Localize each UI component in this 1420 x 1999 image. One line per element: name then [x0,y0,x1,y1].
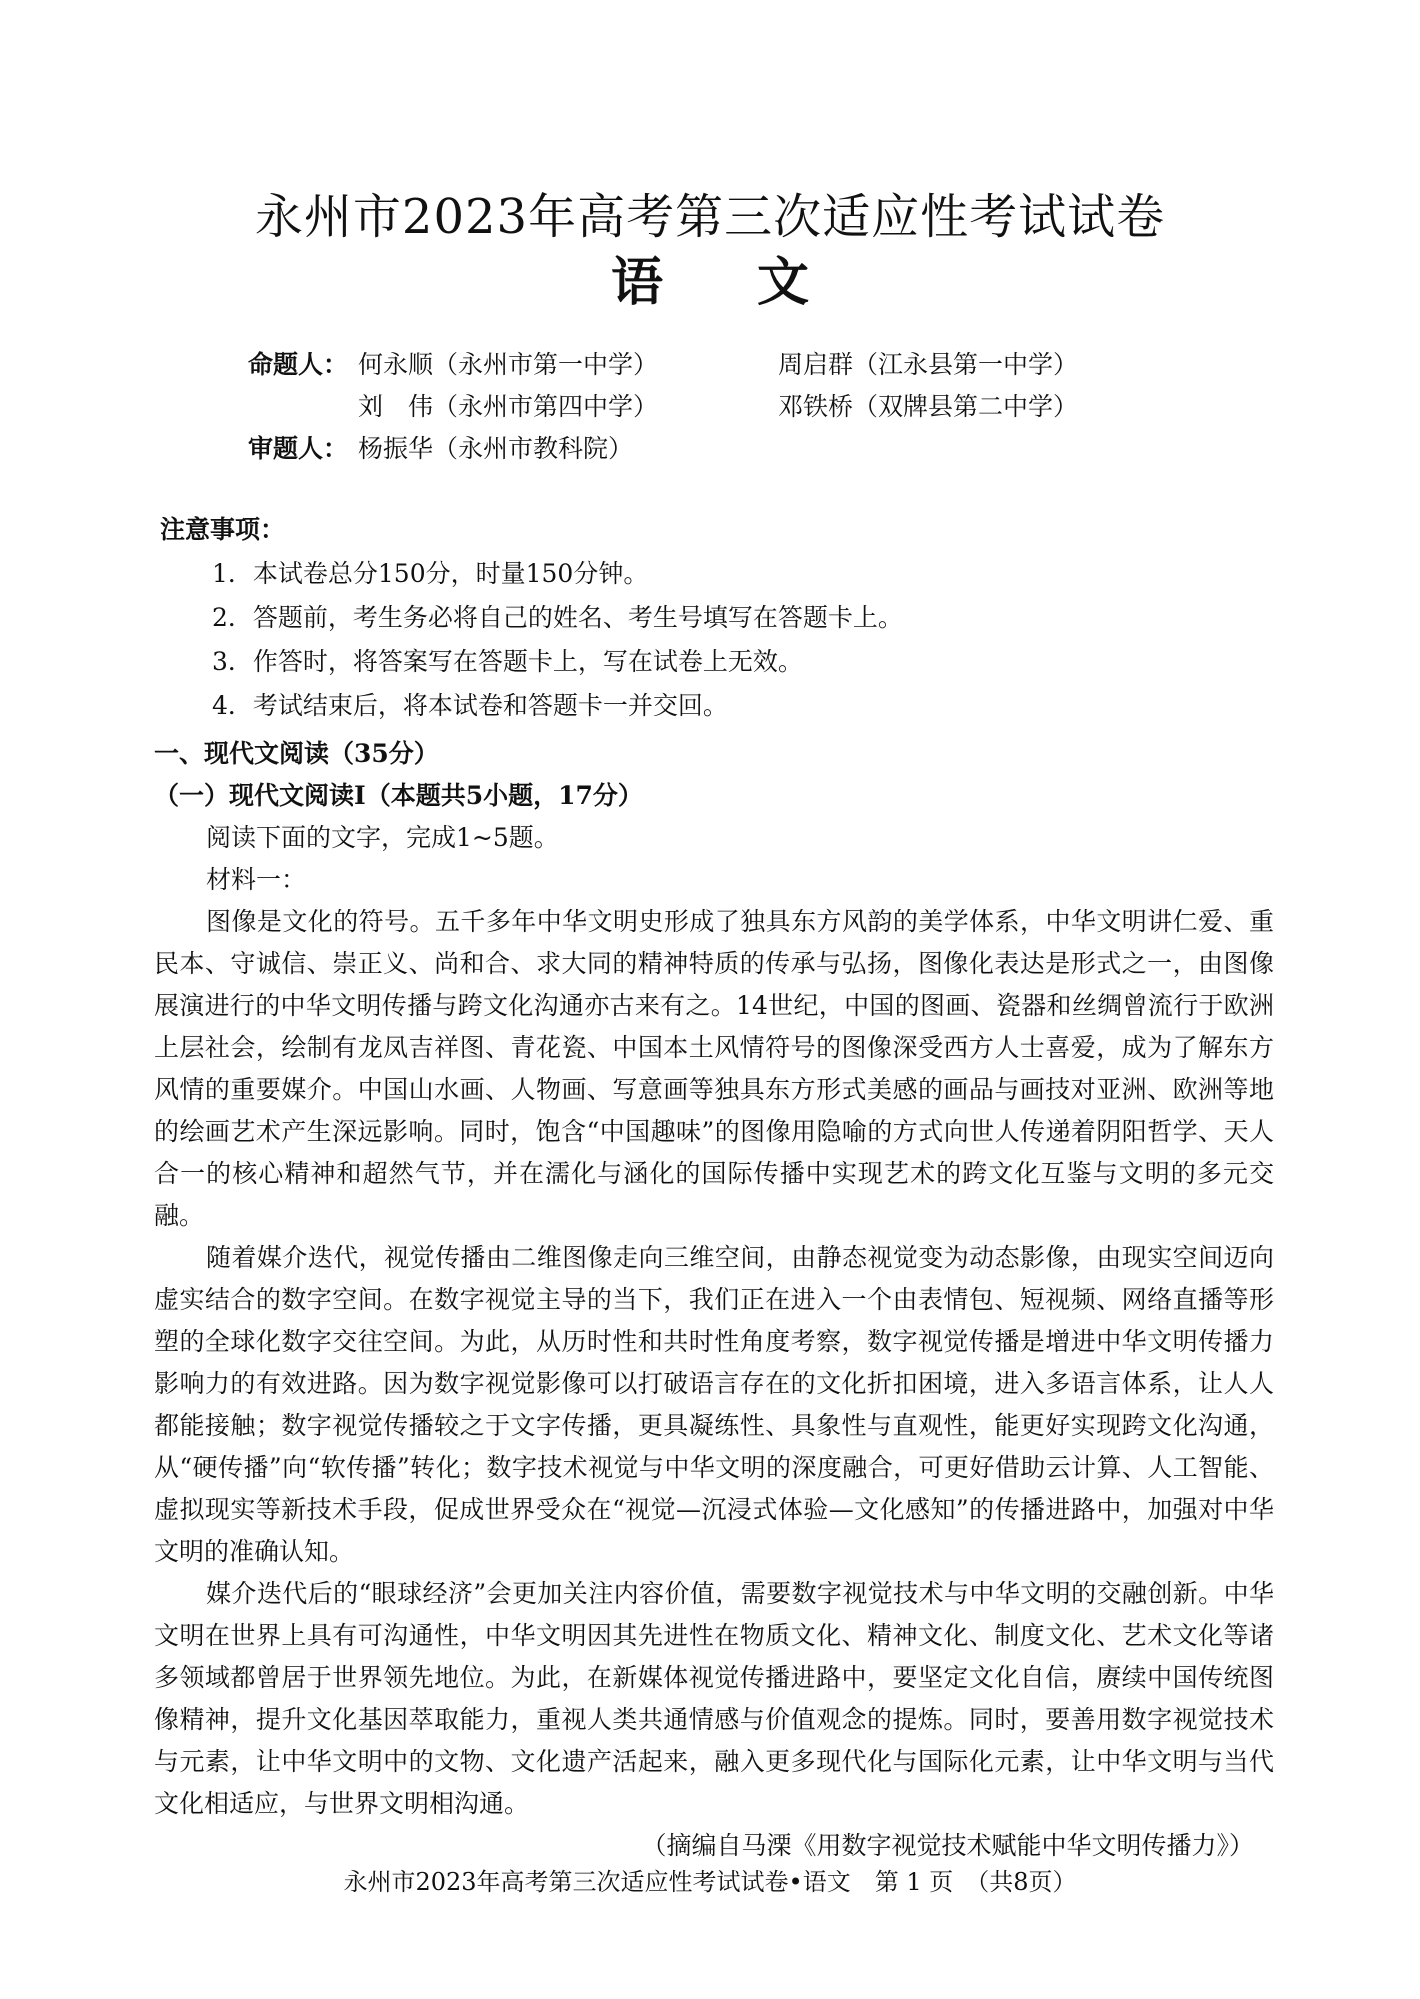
reviewer-label: 审题人： [248,434,349,463]
material-label: 材料一： [206,865,307,894]
setters-row-1 [248,344,1178,386]
section-subheading: （一）现代文阅读Ⅰ（本题共5小题，17分） [154,781,643,810]
notice-item: 1．本试卷总分150分，时量150分钟。 [212,559,649,588]
paragraph: 图像是文化的符号。五千多年中华文明史形成了独具东方风韵的美学体系，中华文明讲仁爱、重民本、守诚信、崇正义、尚和合、求大同的精神特质的传承与弘扬，图像化表达是形式之一，由图像展演进行的中华文明传播与跨文化沟通亦古来有之。14世纪，中国的图画、瓷器和丝绸曾流行于欧洲上层社会，绘制有龙凤吉祥图、青花瓷、中国本土风情符号的图像深受西方人士喜爱，成为了解东方风情的重要媒介。中国山水画、人物画、写意画等独具东方形式美感的画品与画技对亚洲、欧洲等地的绘画艺术产生深远影响。同时，饱含“中国趣味”的图像用隐喻的方式向世人传递着阴阳哲学、天人合一的核心精神和超然气节，并在濡化与涵化的国际传播中实现艺术的跨文化互鉴与文明的多元交融。 [154,907,1274,1230]
citation: （摘编自马溧《用数字视觉技术赋能中华文明传播力》） [641,1831,1254,1860]
notice-item: 3．作答时，将答案写在答题卡上，写在试卷上无效。 [212,647,803,676]
authors-block [248,344,1178,470]
setter-name: 周启群（江永县第一中学） [778,350,1079,379]
setter-name: 邓铁桥（双牌县第二中学） [778,392,1079,421]
setters-row-2 [248,386,1178,428]
paragraph: 媒介迭代后的“眼球经济”会更加关注内容价值，需要数字视觉技术与中华文明的交融创新。中华文明在世界上具有可沟通性，中华文明因其先进性在物质文化、精神文化、制度文化、艺术文化等诸多领域都曾居于世界领先地位。为此，在新媒体视觉传播进路中，要坚定文化自信，赓续中国传统图像精神，提升文化基因萃取能力，重视人类共通情感与价值观念的提炼。同时，要善用数字视觉技术与元素，让中华文明中的文物、文化遗产活起来，融入更多现代化与国际化元素，让中华文明与当代文化相适应，与世界文明相沟通。 [154,1579,1274,1818]
notice-block [160,508,1280,728]
notice-item: 2．答题前，考生务必将自己的姓名、考生号填写在答题卡上。 [212,603,903,632]
exam-title: 永州市2023年高考第三次适应性考试试卷 [254,189,1166,245]
notice-heading: 注意事项： [160,515,286,544]
reading-instruction: 阅读下面的文字，完成1~5题。 [206,823,559,852]
section-heading: 一、现代文阅读（35分） [154,739,439,768]
subject-title: 语 文 [610,252,848,313]
paragraph: 随着媒介迭代，视觉传播由二维图像走向三维空间，由静态视觉变为动态影像，由现实空间迈向虚实结合的数字空间。在数字视觉主导的当下，我们正在进入一个由表情包、短视频、网络直播等形塑的全球化数字交往空间。为此，从历时性和共时性角度考察，数字视觉传播是增进中华文明传播力影响力的有效进路。因为数字视觉影像可以打破语言存在的文化折扣困境，进入多语言体系，让人人都能接触；数字视觉传播较之于文字传播，更具凝练性、具象性与直观性，能更好实现跨文化沟通，从“硬传播”向“软传播”转化；数字技术视觉与中华文明的深度融合，可更好借助云计算、人工智能、虚拟现实等新技术手段，促成世界受众在“视觉—沉浸式体验—文化感知”的传播进路中，加强对中华文明的准确认知。 [154,1243,1274,1566]
reading-section [154,733,1274,1867]
page-footer: 永州市2023年高考第三次适应性考试试卷•语文 第 1 页 （共8页） [343,1868,1077,1896]
notice-item: 4．考试结束后，将本试卷和答题卡一并交回。 [212,691,728,720]
setter-name: 刘 伟（永州市第四中学） [358,392,659,421]
reviewer-name: 杨振华（永州市教科院） [358,434,634,463]
setter-name: 何永顺（永州市第一中学） [358,350,659,379]
setters-label: 命题人： [248,350,349,379]
reviewer-row [248,428,1178,470]
